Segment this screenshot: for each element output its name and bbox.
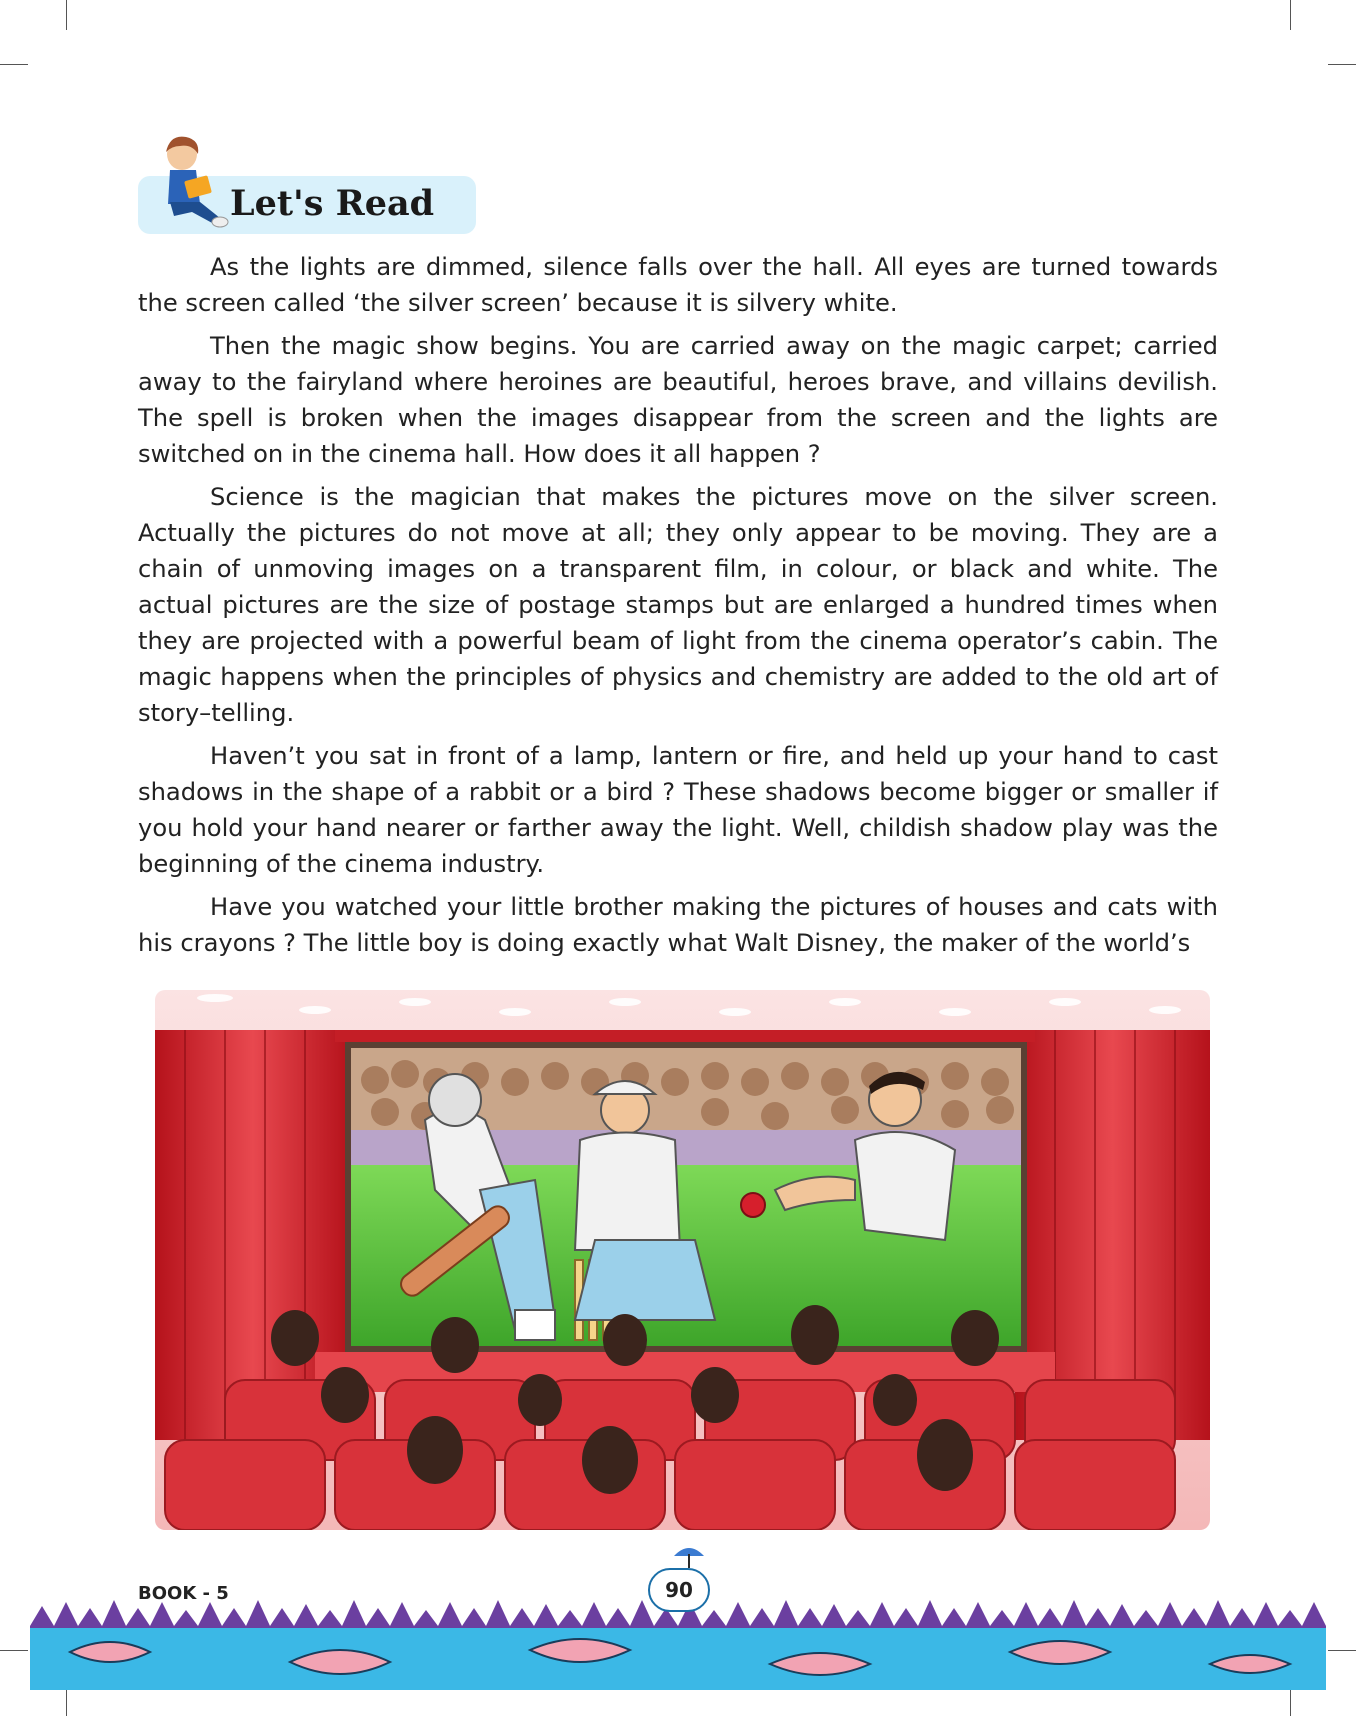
paragraph: Haven’t you sat in front of a lamp, lantern or fire, and held up your hand to cast shadows in the shape of a rabbit or a bird ? These shadows become bigger or smaller if you hold your hand nearer or farther away the light. Well, childish shadow play was the beginning of the cinema industry. [138,742,1218,878]
crop-mark [0,64,28,65]
paragraph: Then the magic show begins. You are carried away on the magic carpet; carried away to the fairyland where heroines are beautiful, heroes brave, and villains devilish. The spell is broken when the images disappear from the screen and the lights are switched on in the cinema hall. How does it all happen ? [138,332,1218,468]
paragraph: Have you watched your little brother making the pictures of houses and cats with his crayons ? The little boy is doing exactly what Walt Disney, the maker of the world’s [138,893,1218,957]
crop-mark [1328,64,1356,65]
paragraph: Science is the magician that makes the pictures move on the silver screen. Actually the pictures do not move at all; they only appear to be moving. They are a chain of unmoving images on a transparent film, in colour, or black and white. The actual pictures are the size of postage stamps but are enlarged a hundred times when they are projected with a powerful beam of light from the cinema operator’s cabin. The magic happens when the principles of physics and chemistry are added to the old art of story–telling. [138,483,1218,727]
cinema-hall-illustration [155,990,1210,1530]
page-number: 90 [648,1568,710,1612]
crop-mark [0,1650,28,1651]
crop-mark [66,0,67,30]
crop-mark [1328,1650,1356,1651]
crop-mark [1290,1686,1291,1716]
crop-mark [66,1686,67,1716]
book-label: BOOK - 5 [138,1583,229,1604]
umbrella-icon [672,1540,706,1570]
crop-mark [1290,0,1291,30]
reading-passage [138,249,1218,968]
paragraph: As the lights are dimmed, silence falls over the hall. All eyes are turned towards the screen called ‘the silver screen’ because it is silvery white. [138,253,1218,317]
reading-boy-icon [140,132,236,232]
section-heading: Let's Read [230,183,435,224]
